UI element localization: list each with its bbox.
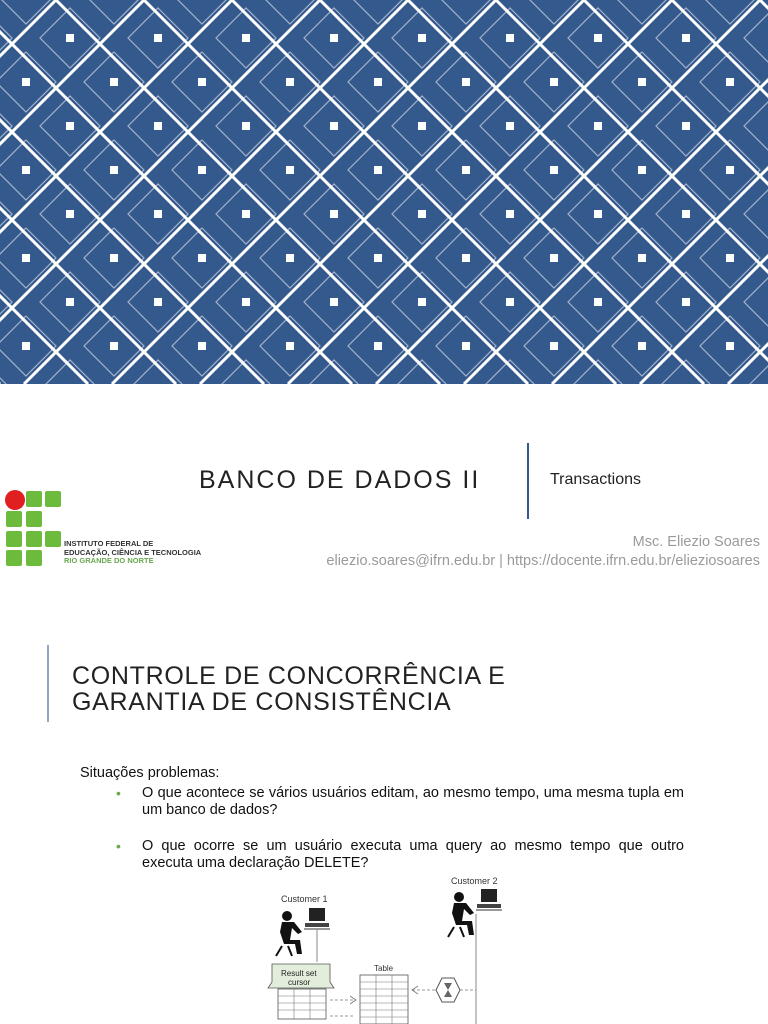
center-square bbox=[506, 34, 514, 42]
center-square bbox=[330, 298, 338, 306]
inner-diamond bbox=[84, 0, 144, 24]
inner-diamond bbox=[700, 0, 760, 24]
inner-diamond bbox=[744, 184, 768, 244]
inner-diamond bbox=[524, 0, 584, 24]
center-square bbox=[198, 78, 206, 86]
customer-2-label: Customer 2 bbox=[451, 876, 498, 886]
center-square bbox=[242, 298, 250, 306]
author-name: Msc. Eliezio Soares bbox=[632, 534, 760, 550]
center-square bbox=[22, 166, 30, 174]
inner-diamond bbox=[304, 360, 364, 384]
inner-diamond bbox=[0, 360, 12, 384]
inner-diamond bbox=[40, 360, 100, 384]
concurrency-diagram bbox=[262, 870, 522, 1024]
center-square bbox=[374, 254, 382, 262]
center-square bbox=[550, 166, 558, 174]
lattice-line bbox=[144, 0, 528, 384]
inner-diamond bbox=[744, 96, 768, 156]
center-square bbox=[506, 210, 514, 218]
inner-diamond bbox=[260, 0, 320, 24]
page-title: BANCO DE DADOS II bbox=[199, 466, 481, 494]
logo-text bbox=[64, 540, 201, 566]
center-square bbox=[22, 254, 30, 262]
page-subtitle: Transactions bbox=[550, 471, 641, 488]
author-contact[interactable]: eliezio.soares@ifrn.edu.br | https://docente.ifrn.edu.br/elieziosoares bbox=[326, 552, 760, 569]
table-icon bbox=[360, 975, 408, 1024]
center-square bbox=[198, 166, 206, 174]
section-title-line-1: CONTROLE DE CONCORRÊNCIA E bbox=[72, 662, 506, 690]
center-square bbox=[726, 166, 734, 174]
logo-mark-icon bbox=[4, 490, 64, 570]
inner-diamond bbox=[436, 0, 496, 24]
lattice-line bbox=[24, 0, 408, 384]
list-item bbox=[80, 785, 684, 820]
center-square bbox=[110, 342, 118, 350]
center-square bbox=[506, 122, 514, 130]
inner-diamond bbox=[172, 0, 232, 24]
center-square bbox=[374, 342, 382, 350]
inner-diamond bbox=[744, 8, 768, 68]
hourglass-icon bbox=[436, 978, 460, 1002]
lattice-line bbox=[376, 0, 760, 384]
author-info bbox=[326, 533, 760, 570]
center-square bbox=[682, 210, 690, 218]
lattice-line bbox=[320, 0, 704, 384]
center-square bbox=[726, 342, 734, 350]
inner-diamond bbox=[348, 0, 408, 24]
center-square bbox=[242, 210, 250, 218]
center-square bbox=[66, 122, 74, 130]
center-square bbox=[550, 78, 558, 86]
title-divider bbox=[527, 443, 529, 519]
center-square bbox=[330, 34, 338, 42]
center-square bbox=[638, 342, 646, 350]
bullet-icon: • bbox=[116, 784, 121, 801]
center-square bbox=[198, 254, 206, 262]
center-square bbox=[286, 254, 294, 262]
center-square bbox=[462, 78, 470, 86]
bullet-icon: • bbox=[116, 837, 121, 854]
center-square bbox=[286, 78, 294, 86]
center-square bbox=[550, 254, 558, 262]
lattice-line bbox=[288, 0, 672, 384]
center-square bbox=[594, 298, 602, 306]
logo-line-2: EDUCAÇÃO, CIÊNCIA E TECNOLOGIA bbox=[64, 547, 202, 557]
inner-diamond bbox=[656, 360, 716, 384]
lattice-line bbox=[56, 0, 440, 384]
inner-diamond bbox=[0, 0, 56, 24]
bullet-text: O que ocorre se um usuário executa uma query ao mesmo tempo que outro executa uma declaração DELETE? bbox=[142, 837, 684, 871]
center-square bbox=[286, 342, 294, 350]
center-square bbox=[506, 298, 514, 306]
list-item bbox=[80, 838, 684, 873]
center-square bbox=[66, 34, 74, 42]
center-square bbox=[66, 298, 74, 306]
section-title bbox=[72, 663, 752, 715]
center-square bbox=[154, 34, 162, 42]
lattice-line bbox=[112, 0, 496, 384]
center-square bbox=[550, 342, 558, 350]
result-set-label-1: Result set bbox=[281, 969, 317, 978]
center-square bbox=[374, 166, 382, 174]
lattice-line bbox=[200, 0, 584, 384]
center-square bbox=[726, 78, 734, 86]
pattern-banner bbox=[0, 0, 768, 384]
center-square bbox=[154, 122, 162, 130]
center-square bbox=[418, 34, 426, 42]
customer-1-icon bbox=[276, 908, 330, 956]
center-square bbox=[726, 254, 734, 262]
center-square bbox=[242, 34, 250, 42]
center-square bbox=[418, 210, 426, 218]
center-square bbox=[594, 122, 602, 130]
intro-text: Situações problemas: bbox=[80, 765, 220, 781]
center-square bbox=[242, 122, 250, 130]
center-square bbox=[418, 298, 426, 306]
center-square bbox=[462, 254, 470, 262]
diamond-pattern bbox=[0, 0, 768, 384]
center-square bbox=[110, 166, 118, 174]
center-square bbox=[594, 210, 602, 218]
center-square bbox=[374, 78, 382, 86]
inner-diamond bbox=[744, 272, 768, 332]
content-body bbox=[80, 765, 684, 873]
result-set-label-2: cursor bbox=[288, 978, 311, 987]
center-square bbox=[110, 254, 118, 262]
center-square bbox=[682, 298, 690, 306]
bullet-text: O que acontece se vários usuários editam, ao mesmo tempo, uma mesma tupla em um banco de dados? bbox=[142, 784, 684, 818]
center-square bbox=[594, 34, 602, 42]
center-square bbox=[638, 166, 646, 174]
inner-diamond bbox=[392, 360, 452, 384]
center-square bbox=[66, 210, 74, 218]
center-square bbox=[330, 122, 338, 130]
customer-2-icon bbox=[448, 889, 502, 937]
inner-diamond bbox=[568, 360, 628, 384]
center-square bbox=[110, 78, 118, 86]
center-square bbox=[638, 254, 646, 262]
section-title-line-2: GARANTIA DE CONSISTÊNCIA bbox=[72, 688, 452, 716]
center-square bbox=[286, 166, 294, 174]
center-square bbox=[330, 210, 338, 218]
section-divider bbox=[47, 645, 49, 722]
table-label: Table bbox=[374, 964, 394, 973]
center-square bbox=[198, 342, 206, 350]
result-set-cursor bbox=[268, 964, 334, 1019]
center-square bbox=[682, 122, 690, 130]
center-square bbox=[22, 342, 30, 350]
lattice-line bbox=[232, 0, 616, 384]
center-square bbox=[418, 122, 426, 130]
center-square bbox=[638, 78, 646, 86]
center-square bbox=[154, 210, 162, 218]
center-square bbox=[22, 78, 30, 86]
center-square bbox=[154, 298, 162, 306]
center-square bbox=[462, 342, 470, 350]
center-square bbox=[682, 34, 690, 42]
center-square bbox=[462, 166, 470, 174]
inner-diamond bbox=[128, 360, 188, 384]
logo-line-1: INSTITUTO FEDERAL DE bbox=[64, 539, 154, 548]
inner-diamond bbox=[216, 360, 276, 384]
logo-line-3: RIO GRANDE DO NORTE bbox=[64, 556, 154, 566]
customer-1-label: Customer 1 bbox=[281, 894, 328, 904]
ifrn-logo bbox=[4, 490, 204, 570]
inner-diamond bbox=[612, 0, 672, 24]
inner-diamond bbox=[480, 360, 540, 384]
lattice-line bbox=[0, 0, 56, 384]
